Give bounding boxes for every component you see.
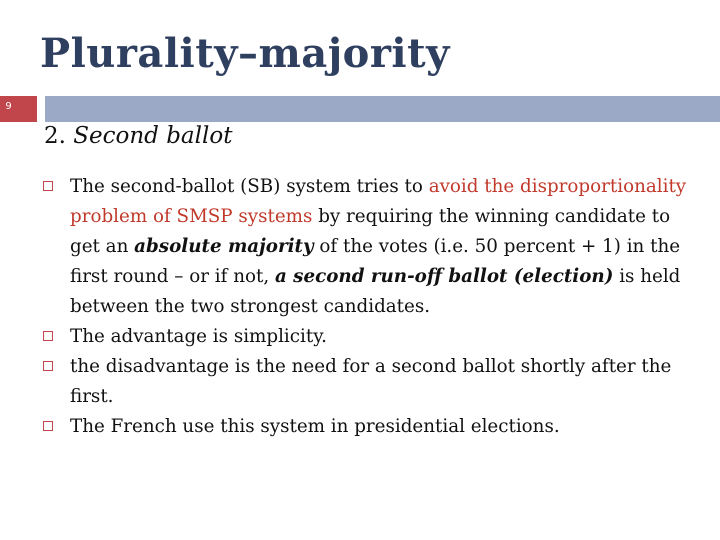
subtitle-number: 2. [44, 123, 66, 149]
bullet-item-disadvantage [43, 352, 703, 412]
bullet-item-second-ballot [43, 172, 703, 322]
header-divider-band [45, 96, 720, 122]
hollow-square-icon [43, 181, 53, 191]
slide-title: Plurality–majority [40, 30, 450, 77]
hollow-square-icon [43, 361, 53, 371]
hollow-square-icon [43, 331, 53, 341]
bullet-highlight-red: avoid the disproportionality problem of SMSP systems [70, 176, 687, 227]
hollow-square-icon [43, 421, 53, 431]
bullet-text: The advantage is simplicity. [70, 326, 327, 347]
bullet-text: the disadvantage is the need for a second ballot shortly after the first. [70, 356, 672, 407]
page-number: 9 [5, 101, 12, 112]
section-subtitle [44, 123, 232, 149]
bullet-item-french [43, 412, 703, 442]
bullet-list [43, 172, 703, 442]
bullet-emphasis: a second run-off ballot (election) [274, 266, 614, 287]
bullet-text-part: by requiring the winning candidate to get an [70, 206, 671, 257]
bullet-item-advantage [43, 322, 703, 352]
subtitle-text: Second ballot [73, 123, 233, 149]
bullet-text-part: of the votes (i.e. 50 percent + 1) in the first round – or if not, [70, 236, 681, 287]
bullet-text: The French use this system in presidential elections. [70, 416, 560, 437]
bullet-text-part: is held between the two strongest candidates. [70, 266, 681, 317]
bullet-emphasis: absolute majority [134, 236, 314, 257]
bullet-text-part: The second-ballot (SB) system tries to [70, 176, 429, 197]
